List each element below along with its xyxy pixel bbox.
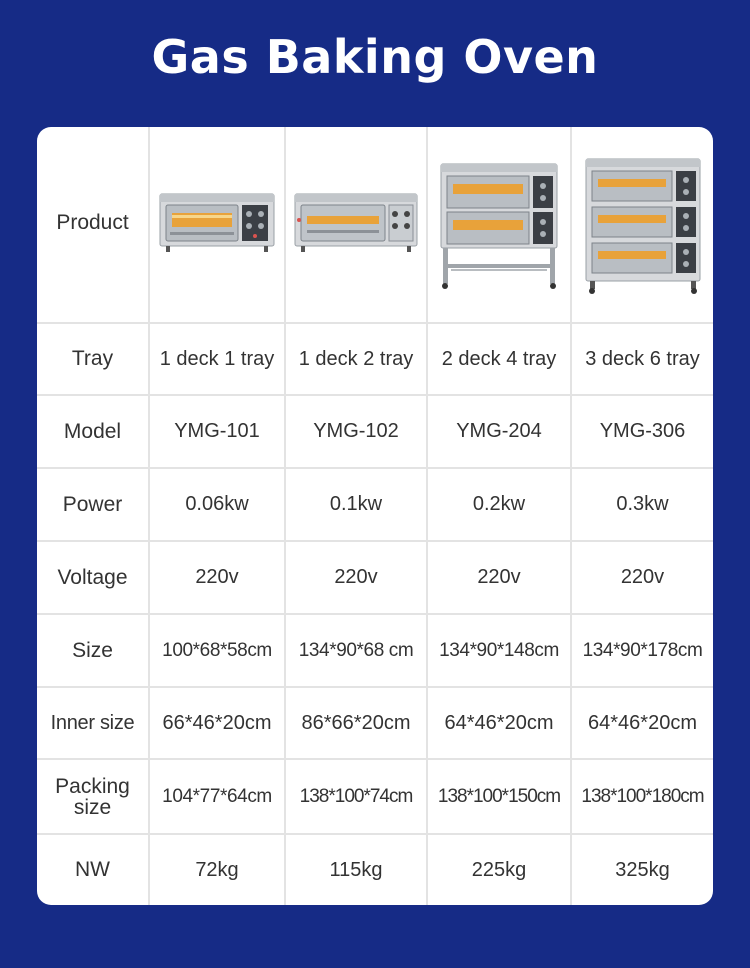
row-nw — [37, 834, 713, 905]
cell-tray-2: 1 deck 2 tray — [285, 323, 427, 395]
cell-model-3: YMG-204 — [427, 395, 571, 468]
spec-table — [37, 127, 713, 905]
cell-voltage-4: 220v — [571, 541, 713, 614]
row-voltage — [37, 541, 713, 614]
cell-packing-size-2: 138*100*74cm — [285, 759, 427, 834]
cell-tray-3: 2 deck 4 tray — [427, 323, 571, 395]
label-size: Size — [37, 614, 149, 687]
cell-tray-4: 3 deck 6 tray — [571, 323, 713, 395]
label-tray: Tray — [37, 323, 149, 395]
row-model — [37, 395, 713, 468]
label-packing-size-line2: size — [73, 795, 112, 819]
cell-voltage-2: 220v — [285, 541, 427, 614]
label-product: Product — [37, 127, 149, 323]
cell-inner-size-3: 64*46*20cm — [427, 687, 571, 759]
label-packing-size — [37, 759, 149, 834]
cell-packing-size-1: 104*77*64cm — [149, 759, 285, 834]
label-nw: NW — [37, 834, 149, 905]
label-packing-size-line1: Packing — [55, 774, 130, 798]
cell-packing-size-3: 138*100*150cm — [427, 759, 571, 834]
product-image-1 — [149, 127, 285, 323]
cell-nw-3: 225kg — [427, 834, 571, 905]
cell-inner-size-2: 86*66*20cm — [285, 687, 427, 759]
row-product — [37, 127, 713, 323]
cell-tray-1: 1 deck 1 tray — [149, 323, 285, 395]
cell-model-2: YMG-102 — [285, 395, 427, 468]
cell-inner-size-1: 66*46*20cm — [149, 687, 285, 759]
row-tray — [37, 323, 713, 395]
cell-size-4: 134*90*178cm — [571, 614, 713, 687]
label-inner-size: Inner size — [37, 687, 149, 759]
oven-1-deck-wide-icon — [291, 190, 421, 260]
row-packing-size — [37, 759, 713, 834]
cell-power-3: 0.2kw — [427, 468, 571, 541]
oven-2-deck-icon — [435, 160, 563, 290]
cell-nw-4: 325kg — [615, 858, 670, 881]
page-title: Gas Baking Oven — [151, 30, 599, 84]
label-model: Model — [37, 395, 149, 468]
row-size — [37, 614, 713, 687]
row-inner-size — [37, 687, 713, 759]
cell-size-1: 100*68*58cm — [149, 614, 285, 687]
oven-3-deck-icon — [580, 155, 706, 295]
cell-voltage-1: 220v — [149, 541, 285, 614]
spec-table-card — [37, 127, 713, 905]
cell-size-2: 134*90*68 cm — [285, 614, 427, 687]
cell-nw-2: 115kg — [285, 834, 427, 905]
cell-power-4: 0.3kw — [571, 468, 713, 541]
cell-inner-size-4: 64*46*20cm — [571, 687, 713, 759]
cell-power-2: 0.1kw — [285, 468, 427, 541]
row-power — [37, 468, 713, 541]
label-power: Power — [37, 468, 149, 541]
cell-model-1: YMG-101 — [149, 395, 285, 468]
product-image-4 — [571, 127, 713, 323]
product-image-3 — [427, 127, 571, 323]
cell-power-1: 0.06kw — [149, 468, 285, 541]
cell-model-4: YMG-306 — [571, 395, 713, 468]
oven-1-deck-icon — [154, 190, 280, 260]
cell-voltage-3: 220v — [427, 541, 571, 614]
cell-packing-size-4: 138*100*180cm — [571, 759, 713, 834]
cell-size-3: 134*90*148cm — [427, 614, 571, 687]
label-voltage: Voltage — [37, 541, 149, 614]
cell-nw-1: 72kg — [149, 834, 285, 905]
product-image-2 — [285, 127, 427, 323]
